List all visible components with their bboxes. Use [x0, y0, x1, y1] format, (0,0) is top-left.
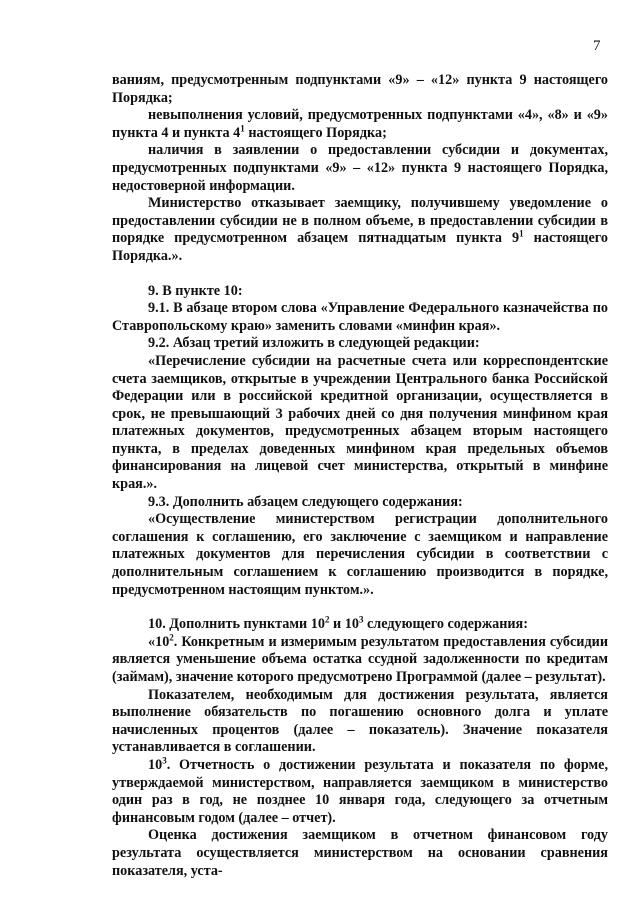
paragraph-text: 10 — [148, 756, 163, 773]
paragraph-text: настоящего Порядка; — [244, 124, 387, 141]
paragraph — [112, 757, 608, 827]
document-body — [112, 72, 608, 880]
paragraph-text: 9. В пункте 10: — [148, 282, 243, 299]
paragraph-text: Показателем, необходимым для достижения результата, является выполнение обязательств по погашению основного долга и уплате начисленных процентов (далее – показатель). Значение показателя устанавливается в соглашении. — [112, 686, 608, 756]
paragraph-text: . Конкретным и измеримым результатом предоставления субсидии является уменьшение объема остатка ссудной задолженности по кредитам (займам), значение которого предусмотрено Программой (далее – результат). — [112, 633, 608, 685]
paragraph — [112, 107, 608, 142]
paragraph-text: «10 — [148, 633, 170, 650]
superscript: 2 — [324, 614, 330, 625]
superscript: 2 — [169, 632, 174, 643]
paragraph — [112, 616, 608, 634]
superscript: 3 — [162, 755, 167, 766]
paragraph-text: невыполнения условий, предусмотренных подпунктами «4», «8» и «9» пункта 4 и пункта 4 — [112, 107, 608, 141]
paragraph — [112, 494, 608, 512]
paragraph — [112, 827, 608, 880]
paragraph-text: и 10 — [329, 616, 359, 633]
paragraph-text: Министерство отказывает заемщику, получившему уведомление о предоставлении субсидии не в полном объеме, в предоставлении субсидии в порядке предусмотренном абзацем пятнадцатым пункта 9 — [112, 195, 608, 247]
paragraph-text: 9.2. Абзац третий изложить в следующей редакции: — [148, 335, 480, 352]
paragraph-text: «Перечисление субсидии на расчетные счета или корреспондентские счета заемщиков, открытые в учреждении Центрального банка Российской Федерации или в российской кредитной организации, осуществляется в срок, не превышающий 3 рабочих дней со дня получения минфином края платежных документов, предусмотренных абзацем вторым настоящего пункта, в пределах доведенных минфином края предельных объемов финансирования на лицевой счет министерства, открытый в минфине края.». — [112, 352, 608, 493]
paragraph-text: . Отчетность о достижении результата и показателя по форме, утверждаемой министерством, направляется заемщиком в министерство один раз в год, не позднее 10 января года, следующего за отчетным финансовым годом (далее – отчет). — [112, 756, 608, 826]
superscript: 3 — [358, 614, 364, 625]
paragraph — [112, 353, 608, 494]
paragraph — [112, 634, 608, 687]
paragraph — [112, 142, 608, 195]
superscript: 1 — [519, 228, 524, 239]
paragraph-text: настоящего Порядка.». — [112, 230, 608, 264]
paragraph — [112, 335, 608, 353]
paragraph-text: 9.1. В абзаце втором слова «Управление Федерального казначейства по Ставропольскому краю» заменить словами «минфин края». — [112, 300, 608, 334]
paragraph-text: 10. Дополнить пунктами 10 — [148, 616, 325, 633]
paragraph — [112, 300, 608, 335]
paragraph — [112, 195, 608, 265]
paragraph — [112, 687, 608, 757]
paragraph-text: следующего содержания: — [363, 616, 528, 633]
paragraph-text: «Осуществление министерством регистрации дополнительного соглашения к соглашению, его заключение с заемщиком и направление платежных документов для перечисления субсидии в соответствии с дополнительным соглашением к соглашению производится в порядке, предусмотренном настоящим пунктом.». — [112, 511, 608, 598]
paragraph-spacer — [112, 266, 608, 283]
page-number: 7 — [593, 38, 601, 54]
paragraph-text: ваниям, предусмотренным подпунктами «9» – «12» пункта 9 настоящего Порядка; — [112, 72, 608, 106]
paragraph — [112, 283, 608, 301]
paragraph — [112, 72, 608, 107]
paragraph-text: 9.3. Дополнить абзацем следующего содержания: — [148, 493, 463, 510]
paragraph-text: Оценка достижения заемщиком в отчетном финансовом году результата осуществляется министерством на основании сравнения показателя, уста- — [112, 827, 608, 879]
paragraph — [112, 511, 608, 599]
superscript: 1 — [240, 123, 245, 134]
paragraph-text: наличия в заявлении о предоставлении субсидии и документах, предусмотренных подпунктами «9» – «12» пункта 9 настоящего Порядка, недостоверной информации. — [112, 142, 608, 194]
